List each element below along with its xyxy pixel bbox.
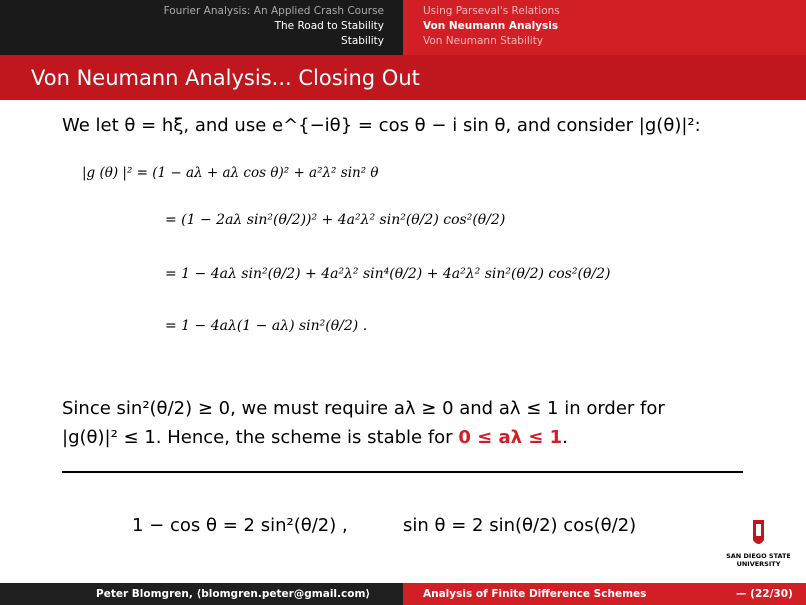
footer-section: Analysis of Finite Difference Schemes — [423, 588, 647, 600]
nav-sections — [0, 0, 403, 55]
equation-line-1: |g (θ) |² = (1 − aλ + aλ cos θ)² + a²λ² sin² θ — [82, 165, 379, 181]
footer-author: Peter Blomgren, ⟨blomgren.peter@gmail.com⟩ — [96, 588, 371, 600]
conclusion-line-2 — [62, 427, 568, 448]
stability-condition: 0 ≤ aλ ≤ 1 — [458, 427, 563, 448]
identity-cosine: 1 − cos θ = 2 sin²(θ/2) , — [132, 515, 348, 536]
nav-item-von-neumann-analysis[interactable]: Von Neumann Analysis — [423, 20, 559, 32]
equation-line-3: = 1 − 4aλ sin²(θ/2) + 4a²λ² sin⁴(θ/2) + 4a²λ² sin²(θ/2) cos²(θ/2) — [165, 266, 611, 282]
nav-item-course[interactable]: Fourier Analysis: An Applied Crash Course — [163, 5, 384, 17]
slide-title: Von Neumann Analysis... Closing Out — [31, 66, 420, 90]
intro-text: We let θ = hξ, and use e^{−iθ} = cos θ − i sin θ, and consider |g(θ)|²: — [62, 115, 701, 136]
divider-rule — [62, 471, 743, 473]
conclusion-prefix: |g(θ)|² ≤ 1. Hence, the scheme is stable for — [62, 427, 453, 448]
nav-item-stability[interactable]: Stability — [341, 35, 384, 47]
conclusion-line-1: Since sin²(θ/2) ≥ 0, we must require aλ ≥ 0 and aλ ≤ 1 in order for — [62, 398, 665, 419]
footer-page-number: — (22/30) — [736, 588, 793, 600]
logo-line-1: SAN DIEGO STATE — [726, 552, 790, 560]
sdsu-logo — [720, 518, 790, 573]
nav-item-von-neumann-stability[interactable]: Von Neumann Stability — [423, 35, 544, 47]
sdsu-shield-icon — [720, 518, 790, 573]
conclusion-suffix: . — [562, 427, 568, 448]
nav-subsections — [403, 0, 806, 55]
nav-item-road[interactable]: The Road to Stability — [274, 20, 384, 32]
nav-item-parseval[interactable]: Using Parseval's Relations — [423, 5, 560, 17]
logo-line-2: UNIVERSITY — [736, 560, 781, 568]
equation-line-4: = 1 − 4aλ(1 − aλ) sin²(θ/2) . — [165, 318, 368, 334]
equation-line-2: = (1 − 2aλ sin²(θ/2))² + 4a²λ² sin²(θ/2) cos²(θ/2) — [165, 212, 506, 228]
identity-sine: sin θ = 2 sin(θ/2) cos(θ/2) — [403, 515, 637, 536]
